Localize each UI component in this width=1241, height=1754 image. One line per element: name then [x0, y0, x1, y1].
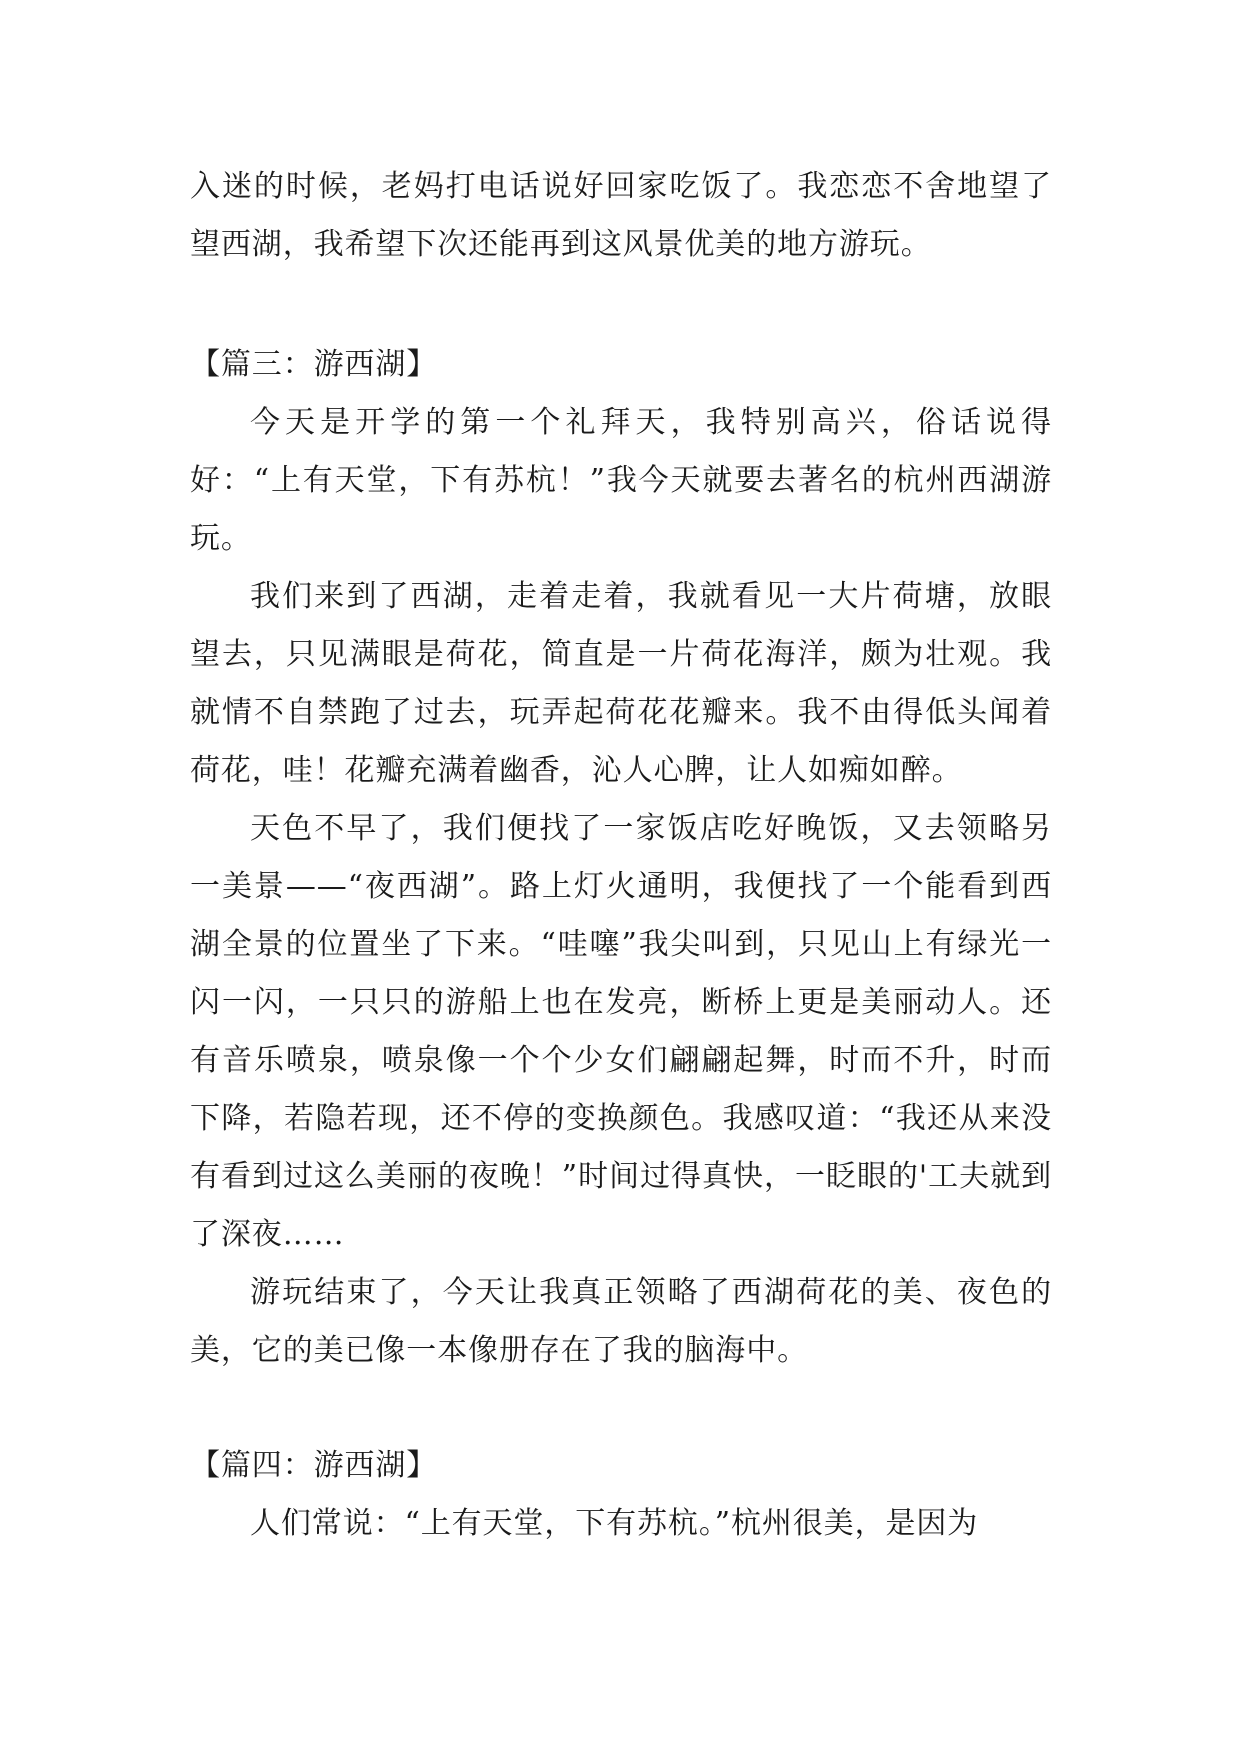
paragraph: 入迷的时候，老妈打电话说好回家吃饭了。我恋恋不舍地望了望西湖，我希望下次还能再到这风景优美的地方游玩。: [190, 169, 1052, 262]
previous-section-ending: [190, 158, 1052, 274]
paragraph: 游玩结束了，今天让我真正领略了西湖荷花的美、夜色的美，它的美已像一本像册存在了我的脑海中。: [190, 1275, 1052, 1368]
paragraph: 人们常说：“上有天堂，下有苏杭。”杭州很美，是因为: [250, 1506, 979, 1541]
paragraph: 我们来到了西湖，走着走着，我就看见一大片荷塘，放眼望去，只见满眼是荷花，简直是一片荷花海洋，颇为壮观。我就情不自禁跑了过去，玩弄起荷花花瓣来。我不由得低头闻着荷花，哇！花瓣充满着幽香，沁人心脾，让人如痴如醉。: [190, 579, 1052, 788]
paragraph: 天色不早了，我们便找了一家饭店吃好晚饭，又去领略另一美景——“夜西湖”。路上灯火通明，我便找了一个能看到西湖全景的位置坐了下来。“哇噻”我尖叫到，只见山上有绿光一闪一闪，一只只的游船上也在发亮，断桥上更是美丽动人。还有音乐喷泉，喷泉像一个个少女们翩翩起舞，时而不升，时而下降，若隐若现，还不停的变换颜色。我感叹道：“我还从来没有看到过这么美丽的夜晚！”时间过得真快，一眨眼的'工夫就到了深夜……: [190, 811, 1052, 1252]
section-four: [190, 1437, 1052, 1553]
paragraph: 今天是开学的第一个礼拜天，我特别高兴，俗话说得好：“上有天堂，下有苏杭！”我今天就要去著名的杭州西湖游玩。: [190, 405, 1052, 556]
section-heading: 【篇四：游西湖】: [190, 1448, 438, 1483]
section-heading: 【篇三：游西湖】: [190, 347, 438, 382]
section-three: [190, 336, 1052, 1380]
